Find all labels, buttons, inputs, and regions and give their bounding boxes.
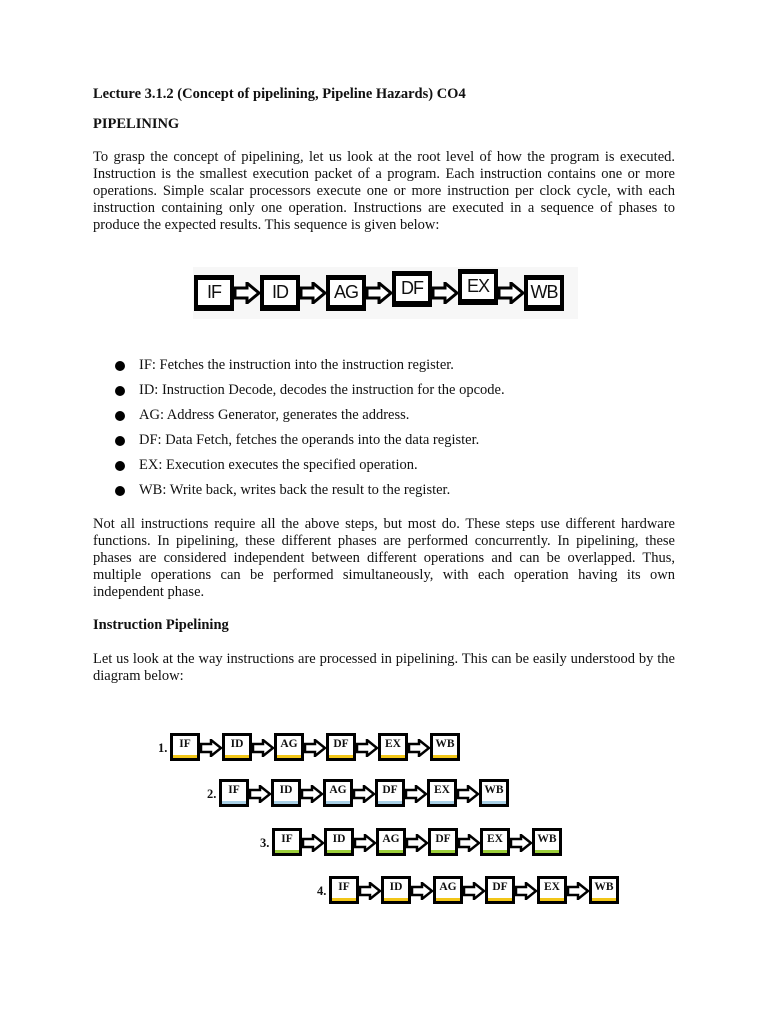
stage-color-bar	[173, 755, 197, 758]
row-number: 1.	[158, 741, 168, 755]
phase-sequence-diagram	[193, 267, 578, 319]
phase-list	[115, 353, 505, 503]
arrow-right-icon	[405, 785, 427, 803]
arrow-right-icon	[200, 739, 222, 757]
stage-box-wb	[532, 828, 562, 856]
bullet-icon	[115, 386, 125, 396]
stage-box-id: ID	[260, 275, 300, 311]
list-item: EX: Execution executes the specified operation.	[115, 453, 505, 478]
arrow-right-icon	[463, 882, 485, 900]
stage-box-id	[324, 828, 354, 856]
stage-label: WB	[435, 738, 455, 750]
stage-label: DF	[333, 738, 349, 750]
second-paragraph: Not all instructions require all the above steps, but most do. These steps use different hardware functions. In pipelining, these different phases are performed concurrently. In pipelining, these phases are considered independent between different operations and can be overlapped. Thus, multiple operations can be performed simultaneously, with each operation having its own independent phase.	[93, 516, 675, 600]
pipeline-row-4	[317, 876, 627, 908]
stage-label: DF	[492, 881, 508, 893]
list-item: IF: Fetches the instruction into the instruction register.	[115, 353, 505, 378]
row-number: 2.	[207, 787, 217, 801]
stage-label: WB	[484, 784, 504, 796]
stage-color-bar	[540, 898, 564, 901]
stage-label: IF	[179, 738, 191, 750]
stage-label: AG	[280, 738, 298, 750]
list-item: ID: Instruction Decode, decodes the instruction for the opcode.	[115, 378, 505, 403]
stage-box-if	[219, 779, 249, 807]
stage-label: ID	[332, 833, 346, 845]
arrow-right-icon	[354, 834, 376, 852]
stage-box-ex	[427, 779, 457, 807]
stage-color-bar	[274, 801, 298, 804]
stage-color-bar	[332, 898, 356, 901]
stage-color-bar	[225, 755, 249, 758]
stage-box-ag	[433, 876, 463, 904]
stage-color-bar	[326, 801, 350, 804]
arrow-right-icon	[304, 739, 326, 757]
arrow-right-icon	[432, 282, 458, 304]
stage-box-if	[329, 876, 359, 904]
stage-box-wb	[589, 876, 619, 904]
arrow-right-icon	[356, 739, 378, 757]
pipeline-row-3	[260, 828, 570, 860]
stage-color-bar	[277, 755, 301, 758]
stage-label: EX	[434, 784, 450, 796]
row-number: 4.	[317, 884, 327, 898]
bullet-icon	[115, 486, 125, 496]
stage-color-bar	[275, 850, 299, 853]
stage-box-ex	[537, 876, 567, 904]
lecture-title: Lecture 3.1.2 (Concept of pipelining, Pipeline Hazards) CO4	[93, 86, 466, 102]
stage-box-df	[326, 733, 356, 761]
pipeline-row-1	[158, 733, 458, 765]
stage-box-if: IF	[194, 275, 234, 311]
stage-box-ag: AG	[326, 275, 366, 311]
stage-color-bar	[384, 898, 408, 901]
arrow-right-icon	[302, 834, 324, 852]
stage-label: ID	[279, 784, 293, 796]
arrow-right-icon	[353, 785, 375, 803]
section-heading-pipelining: PIPELINING	[93, 116, 180, 132]
stage-box-df	[485, 876, 515, 904]
stage-box-ex	[378, 733, 408, 761]
arrow-right-icon	[510, 834, 532, 852]
arrow-right-icon	[411, 882, 433, 900]
stage-label: ID	[230, 738, 244, 750]
stage-label: IF	[338, 881, 350, 893]
stage-label: ID	[389, 881, 403, 893]
bullet-icon	[115, 461, 125, 471]
stage-color-bar	[378, 801, 402, 804]
arrow-right-icon	[359, 882, 381, 900]
arrow-right-icon	[406, 834, 428, 852]
stage-label: IF	[228, 784, 240, 796]
stage-box-ex: EX	[458, 269, 498, 305]
stage-label: AG	[329, 784, 347, 796]
stage-box-id	[381, 876, 411, 904]
arrow-right-icon	[567, 882, 589, 900]
stage-label: IF	[281, 833, 293, 845]
stage-color-bar	[431, 850, 455, 853]
stage-color-bar	[430, 801, 454, 804]
stage-box-ag	[274, 733, 304, 761]
stage-color-bar	[222, 801, 246, 804]
stage-label: WB	[537, 833, 557, 845]
arrow-right-icon	[408, 739, 430, 757]
stage-box-id	[222, 733, 252, 761]
stage-label: WB	[594, 881, 614, 893]
stage-box-wb: WB	[524, 275, 564, 311]
stage-box-ag	[323, 779, 353, 807]
stage-color-bar	[483, 850, 507, 853]
arrow-right-icon	[300, 282, 326, 304]
stage-label: EX	[544, 881, 560, 893]
stage-box-df	[375, 779, 405, 807]
section-heading-instruction-pipelining: Instruction Pipelining	[93, 617, 229, 633]
stage-color-bar	[535, 850, 559, 853]
list-item: WB: Write back, writes back the result to the register.	[115, 478, 505, 503]
row-number: 3.	[260, 836, 270, 850]
stage-label: DF	[382, 784, 398, 796]
stage-color-bar	[327, 850, 351, 853]
stage-box-df	[428, 828, 458, 856]
intro-paragraph: To grasp the concept of pipelining, let us look at the root level of how the program is executed. Instruction is the smallest execution packet of a program. Each instruction contains one or more operations. Simple scalar processors execute one or more instruction per clock cycle, with each instruction containing only one operation. Instructions are executed in a sequence of phases to produce the expected results. This sequence is given below:	[93, 149, 675, 233]
stage-color-bar	[381, 755, 405, 758]
bullet-icon	[115, 436, 125, 446]
arrow-right-icon	[515, 882, 537, 900]
stage-color-bar	[329, 755, 353, 758]
list-item: AG: Address Generator, generates the address.	[115, 403, 505, 428]
stage-box-if	[170, 733, 200, 761]
stage-color-bar	[379, 850, 403, 853]
list-item: DF: Data Fetch, fetches the operands into the data register.	[115, 428, 505, 453]
stage-label: AG	[382, 833, 400, 845]
stage-box-ag	[376, 828, 406, 856]
arrow-right-icon	[301, 785, 323, 803]
stage-color-bar	[436, 898, 460, 901]
stage-box-id	[271, 779, 301, 807]
stage-box-if	[272, 828, 302, 856]
pipeline-row-2	[207, 779, 517, 811]
arrow-right-icon	[498, 282, 524, 304]
bullet-icon	[115, 411, 125, 421]
arrow-right-icon	[252, 739, 274, 757]
arrow-right-icon	[457, 785, 479, 803]
stage-label: DF	[435, 833, 451, 845]
third-paragraph: Let us look at the way instructions are processed in pipelining. This can be easily understood by the diagram below:	[93, 651, 675, 684]
stage-box-wb	[479, 779, 509, 807]
arrow-right-icon	[458, 834, 480, 852]
stage-label: AG	[439, 881, 457, 893]
stage-box-ex	[480, 828, 510, 856]
stage-color-bar	[488, 898, 512, 901]
arrow-right-icon	[366, 282, 392, 304]
stage-color-bar	[433, 755, 457, 758]
stage-color-bar	[592, 898, 616, 901]
arrow-right-icon	[249, 785, 271, 803]
stage-box-df: DF	[392, 271, 432, 307]
stage-label: EX	[385, 738, 401, 750]
arrow-right-icon	[234, 282, 260, 304]
stage-label: EX	[487, 833, 503, 845]
bullet-icon	[115, 361, 125, 371]
stage-box-wb	[430, 733, 460, 761]
stage-color-bar	[482, 801, 506, 804]
